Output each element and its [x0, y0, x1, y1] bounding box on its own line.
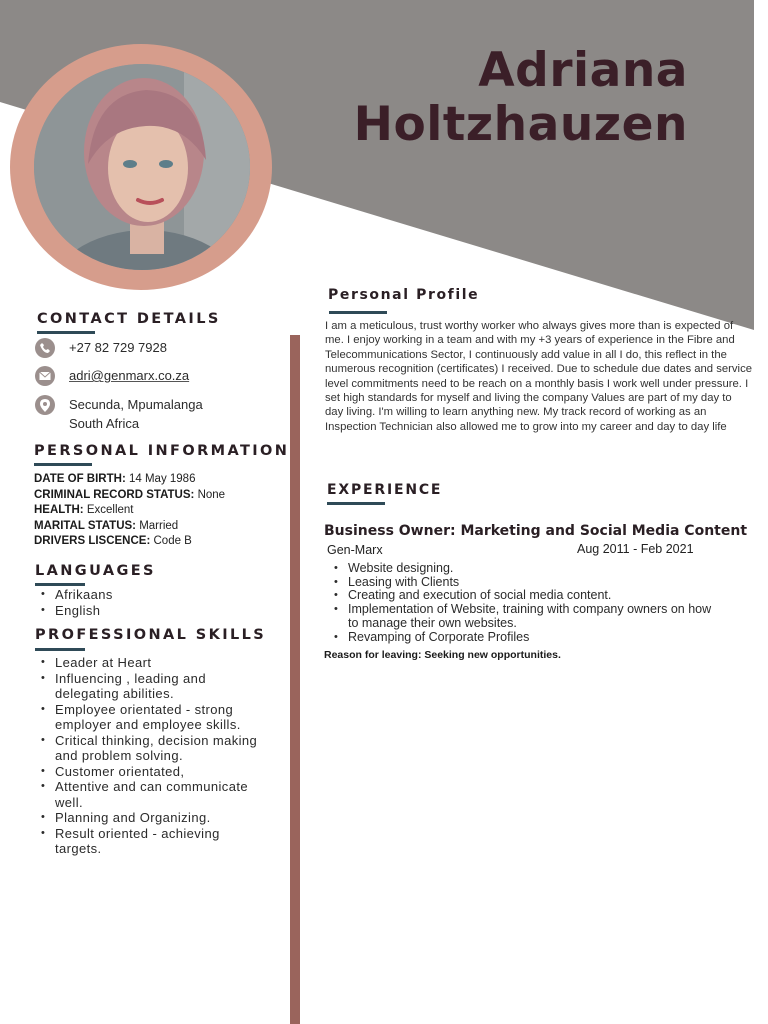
profile-text: I am a meticulous, trust worthy worker who always gives more than is expected of me. I enjoy working in a team and with my +3 years of experience in the Fibre and Telecommunications Sector, I continuously add value in all I do, this reflect in the numerous recognition (certificates) I received. Due to schedule due dates and service level commitments need to be reach on a monthly basis I work well under pressure. I set high standards for myself and living the company Values are part of my day to day living. I'm willing to learn anything new. My track record of working as an Inspection Technician also allowed me to grow into my career and day to day life	[325, 320, 752, 433]
list-item: • Attentive and can communicate well.	[35, 779, 265, 810]
contact-email[interactable]: adri@genmarx.co.za	[69, 368, 190, 383]
list-item: • Planning and Organizing.	[35, 810, 265, 826]
profile-section-title: Personal Profile	[328, 287, 480, 303]
address-line-2: South Africa	[69, 416, 140, 431]
info-dob: DATE OF BIRTH: 14 May 1986	[34, 473, 196, 485]
job-dates: Aug 2011 - Feb 2021	[577, 542, 694, 556]
column-divider	[290, 335, 300, 1024]
last-name: Holtzhauzen	[353, 97, 688, 152]
job-duties-list	[324, 562, 724, 644]
list-item: • Website designing.	[324, 562, 724, 576]
contact-email-row	[35, 366, 189, 386]
list-item: • Implementation of Website, training with company owners on how to manage their own websites.	[324, 603, 724, 630]
list-item: • Employee orientated - strong employer and employee skills.	[35, 702, 265, 733]
list-item: • Leader at Heart	[35, 655, 265, 671]
first-name: Adriana	[478, 43, 688, 98]
job-company: Gen-Marx	[327, 543, 383, 557]
list-item: • Creating and execution of social media content.	[324, 589, 724, 603]
list-item: • Leasing with Clients	[324, 576, 724, 590]
phone-icon	[35, 338, 55, 358]
location-icon	[35, 395, 55, 415]
info-health: HEALTH: Excellent	[34, 504, 134, 516]
languages-list	[35, 587, 113, 618]
info-marital-status: MARITAL STATUS: Married	[34, 519, 179, 532]
languages-title-underline	[35, 583, 85, 586]
experience-title-underline	[327, 502, 385, 505]
list-item: • English	[35, 603, 113, 619]
list-item: • Customer orientated,	[35, 764, 265, 780]
contact-section-title: CONTACT DETAILS	[37, 311, 221, 327]
list-item: • Afrikaans	[35, 587, 113, 603]
profile-photo	[34, 64, 250, 270]
languages-section-title: LANGUAGES	[35, 563, 156, 579]
job-title: Business Owner: Marketing and Social Media Content	[324, 523, 748, 539]
personal-info-list	[34, 472, 225, 550]
list-item: • Influencing , leading and delegating abilities.	[35, 671, 265, 702]
skills-title-underline	[35, 648, 85, 651]
contact-address	[69, 395, 203, 433]
skills-list	[35, 655, 265, 857]
list-item: • Result oriented - achieving targets.	[35, 826, 265, 857]
profile-title-underline	[329, 311, 387, 314]
experience-section-title: EXPERIENCE	[327, 482, 443, 498]
address-line-1: Secunda, Mpumalanga	[69, 397, 203, 412]
skills-section-title: PROFESSIONAL SKILLS	[35, 627, 267, 643]
info-criminal-record: CRIMINAL RECORD STATUS: None	[34, 488, 226, 501]
mail-icon	[35, 366, 55, 386]
personal-info-section-title: PERSONAL INFORMATION	[34, 443, 290, 459]
info-drivers-licence: DRIVERS LISCENCE: Code B	[34, 535, 192, 547]
contact-title-underline	[37, 331, 95, 334]
profile-photo-frame	[10, 44, 272, 290]
candidate-name	[354, 44, 688, 152]
contact-address-row	[35, 395, 203, 433]
contact-phone: +27 82 729 7928	[69, 340, 167, 355]
personal-info-title-underline	[34, 463, 92, 466]
reason-for-leaving: Reason for leaving: Seeking new opportunities.	[324, 649, 561, 661]
list-item: • Critical thinking, decision making and problem solving.	[35, 733, 265, 764]
contact-phone-row	[35, 338, 167, 358]
list-item: • Revamping of Corporate Profiles	[324, 631, 724, 645]
